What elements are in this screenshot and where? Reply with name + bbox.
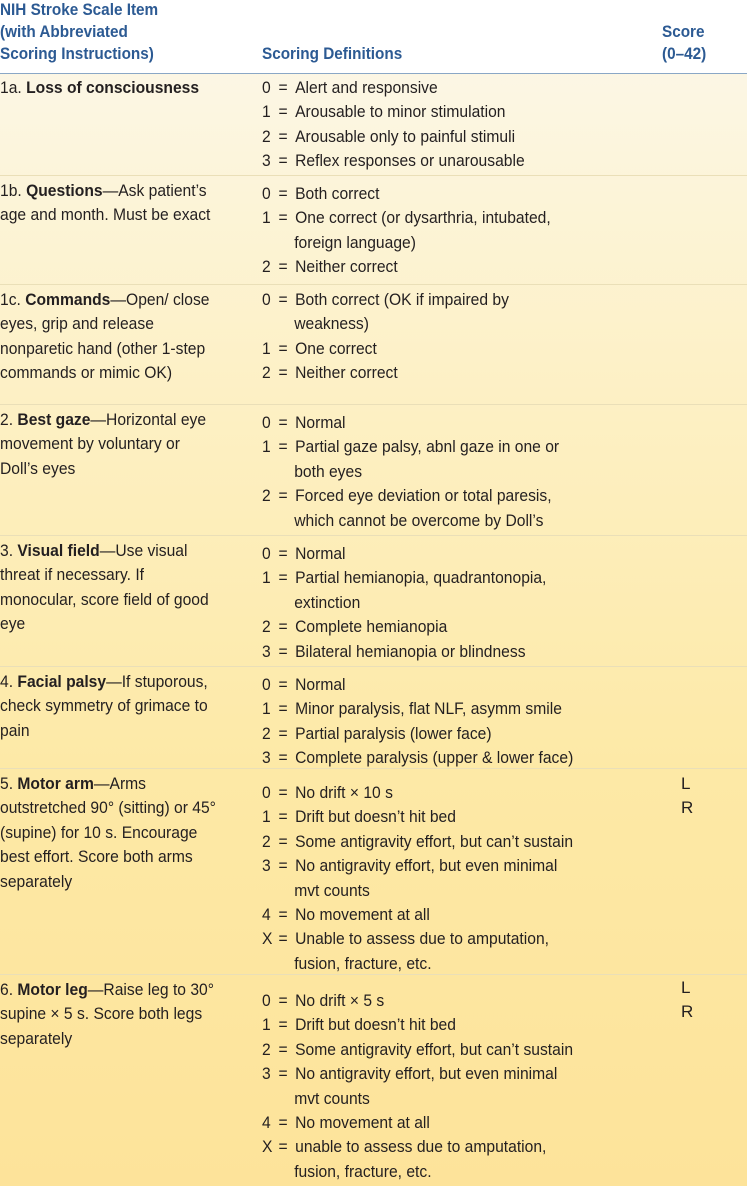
definition-text: Unable to assess due to amputation, <box>295 929 549 949</box>
scoring-definitions <box>262 989 648 1184</box>
definition-code: 3 <box>262 151 271 171</box>
definition-continuation: foreign language) <box>294 232 416 252</box>
definition-text: Reflex responses or unarousable <box>295 151 525 171</box>
definition-line <box>262 1135 648 1159</box>
item-title: Questions <box>26 181 103 200</box>
definition-line <box>262 337 648 361</box>
equals-sign: = <box>278 208 288 228</box>
item-number: 2. <box>0 410 18 429</box>
item-instructions: —Arms outstretched 90° (sitting) or 45° (supine) for 10 s. Encourage best effort. Score both arms separately <box>0 774 216 891</box>
item-instructions: —Open/ close eyes, grip and release nonparetic hand (other 1-step commands or mimic OK) <box>0 290 210 383</box>
score-side-label: R <box>681 1002 694 1022</box>
definition-line <box>262 206 648 230</box>
definition-code: 1 <box>262 699 271 719</box>
definition-code: 1 <box>262 568 271 588</box>
equals-sign: = <box>278 1137 288 1157</box>
definition-text: Minor paralysis, flat NLF, asymm smile <box>295 699 562 719</box>
header-item-column <box>0 0 158 65</box>
equals-sign: = <box>278 641 288 661</box>
equals-sign: = <box>278 699 288 719</box>
definition-line <box>262 805 648 829</box>
definition-text: Arousable only to painful stimuli <box>295 126 516 146</box>
header-item-line: Scoring Instructions) <box>0 44 154 63</box>
item-instructions: —Use visual threat if necessary. If monocular, score field of good eye <box>0 541 209 634</box>
scoring-definitions <box>262 542 648 664</box>
definition-line <box>262 255 648 279</box>
table-header <box>0 0 747 74</box>
score-side-labels <box>681 772 693 821</box>
item-title: Motor arm <box>17 774 94 793</box>
definition-text: Normal <box>295 675 346 694</box>
definition-line <box>262 76 648 100</box>
definition-code: 3 <box>262 1064 271 1084</box>
stroke-scale-item <box>0 288 221 386</box>
score-side-labels <box>681 976 693 1025</box>
definition-text: Normal <box>295 413 346 432</box>
definition-continuation: mvt counts <box>294 1088 370 1108</box>
header-score-line: (0–42) <box>662 44 707 63</box>
equals-sign: = <box>278 783 288 802</box>
definition-code: 0 <box>262 544 271 563</box>
definition-text: Alert and responsive <box>295 78 438 97</box>
header-item-line: (with Abbreviated <box>0 22 128 41</box>
equals-sign: = <box>278 905 288 925</box>
definition-text: No drift × 10 s <box>295 783 393 802</box>
definition-text: Neither correct <box>295 363 398 383</box>
definition-line <box>262 640 648 664</box>
definition-line <box>262 182 648 206</box>
definition-code: 2 <box>262 257 271 277</box>
definition-continuation: mvt counts <box>294 880 370 900</box>
row-divider <box>0 175 747 176</box>
scoring-definitions <box>262 182 648 280</box>
equals-sign: = <box>278 290 288 309</box>
header-score-line: Score <box>662 22 705 41</box>
equals-sign: = <box>278 1113 288 1133</box>
stroke-scale-item <box>0 408 221 481</box>
score-side-label: R <box>681 798 694 818</box>
definition-code: 3 <box>262 641 271 661</box>
definition-code: X <box>262 1137 273 1157</box>
stroke-scale-item <box>0 179 221 228</box>
equals-sign: = <box>278 1015 288 1035</box>
definition-code: 0 <box>262 675 271 694</box>
definition-code: 2 <box>262 723 271 743</box>
equals-sign: = <box>278 856 288 876</box>
definition-text: Forced eye deviation or total paresis, <box>295 486 552 506</box>
definition-text: Both correct <box>295 184 380 203</box>
definition-code: 1 <box>262 437 271 457</box>
scoring-definitions <box>262 411 648 533</box>
equals-sign: = <box>278 151 288 171</box>
definition-text: Partial gaze palsy, abnl gaze in one or <box>295 437 560 457</box>
equals-sign: = <box>278 568 288 588</box>
definition-code: 2 <box>262 1039 271 1059</box>
definition-text: Drift but doesn’t hit bed <box>295 807 456 827</box>
equals-sign: = <box>278 437 288 457</box>
definition-code: 2 <box>262 486 271 506</box>
definition-line <box>262 1062 648 1086</box>
equals-sign: = <box>278 544 288 563</box>
definition-line <box>262 288 648 312</box>
equals-sign: = <box>278 831 288 851</box>
header-score-column <box>662 21 706 65</box>
definition-line <box>262 484 648 508</box>
item-instructions: —Ask patient’s age and month. Must be exact <box>0 181 211 225</box>
definition-continuation: both eyes <box>294 461 363 481</box>
header-definitions-column: Scoring Definitions <box>262 44 403 63</box>
definition-line <box>262 697 648 721</box>
definition-code: 1 <box>262 208 271 228</box>
item-instructions: —Horizontal eye movement by voluntary or Doll’s eyes <box>0 410 207 478</box>
definition-line <box>262 100 648 124</box>
stroke-scale-item <box>0 76 221 100</box>
item-number: 1a. <box>0 78 27 97</box>
definition-code: 0 <box>262 991 271 1010</box>
definition-text: Complete hemianopia <box>295 617 448 637</box>
row-divider <box>0 535 747 536</box>
definition-text: No movement at all <box>295 905 430 925</box>
definition-code: 0 <box>262 290 271 309</box>
definition-text: Some antigravity effort, but can’t sustain <box>295 831 574 851</box>
definition-text: No antigravity effort, but even minimal <box>295 1064 558 1084</box>
definition-line <box>262 542 648 566</box>
definition-line <box>262 854 648 878</box>
header-item-line: NIH Stroke Scale Item <box>0 0 159 19</box>
definition-code: X <box>262 929 273 949</box>
definition-line <box>262 722 648 746</box>
definition-line <box>262 361 648 385</box>
equals-sign: = <box>278 78 288 97</box>
definition-text: One correct (or dysarthria, intubated, <box>295 208 551 228</box>
scoring-definitions <box>262 781 648 976</box>
definition-code: 3 <box>262 748 271 768</box>
definition-text: Normal <box>295 544 346 563</box>
item-number: 6. <box>0 980 18 999</box>
definition-code: 0 <box>262 413 271 432</box>
row-divider <box>0 404 747 405</box>
equals-sign: = <box>278 126 288 146</box>
equals-sign: = <box>278 102 288 122</box>
definition-text: Partial paralysis (lower face) <box>295 723 492 743</box>
item-title: Facial palsy <box>17 672 107 691</box>
definition-line <box>262 781 648 805</box>
equals-sign: = <box>278 1039 288 1059</box>
definition-code: 0 <box>262 78 271 97</box>
definition-continuation: weakness) <box>294 314 369 334</box>
definition-line <box>262 903 648 927</box>
equals-sign: = <box>278 807 288 827</box>
equals-sign: = <box>278 991 288 1010</box>
equals-sign: = <box>278 486 288 506</box>
stroke-scale-item <box>0 539 221 637</box>
definition-code: 2 <box>262 617 271 637</box>
scoring-definitions <box>262 673 648 771</box>
definition-text: Partial hemianopia, quadrantonopia, <box>295 568 547 588</box>
definition-code: 1 <box>262 102 271 122</box>
definition-code: 4 <box>262 1113 271 1133</box>
definition-code: 4 <box>262 905 271 925</box>
definition-text: Arousable to minor stimulation <box>295 102 506 122</box>
item-number: 3. <box>0 541 18 560</box>
definition-line <box>262 411 648 435</box>
definition-line <box>262 1111 648 1135</box>
score-side-label: L <box>681 978 691 997</box>
definition-text: No antigravity effort, but even minimal <box>295 856 558 876</box>
definition-code: 2 <box>262 831 271 851</box>
definition-continuation: fusion, fracture, etc. <box>294 1161 432 1181</box>
item-title: Motor leg <box>17 980 88 999</box>
equals-sign: = <box>278 723 288 743</box>
definition-line <box>262 673 648 697</box>
definition-code: 1 <box>262 807 271 827</box>
definition-line <box>262 989 648 1013</box>
stroke-scale-item <box>0 772 221 894</box>
definition-text: unable to assess due to amputation, <box>295 1137 547 1157</box>
definition-code: 2 <box>262 363 271 383</box>
definition-code: 0 <box>262 783 271 802</box>
definition-text: No movement at all <box>295 1113 430 1133</box>
row-divider <box>0 666 747 667</box>
stroke-scale-item <box>0 978 221 1051</box>
row-divider <box>0 284 747 285</box>
equals-sign: = <box>278 338 288 358</box>
equals-sign: = <box>278 413 288 432</box>
definition-text: Some antigravity effort, but can’t sustain <box>295 1039 574 1059</box>
scoring-definitions <box>262 288 648 386</box>
equals-sign: = <box>278 363 288 383</box>
definition-line <box>262 125 648 149</box>
definition-text: Both correct (OK if impaired by <box>295 290 509 309</box>
definition-line <box>262 830 648 854</box>
definition-line <box>262 566 648 590</box>
definition-line <box>262 615 648 639</box>
definition-line <box>262 927 648 951</box>
item-title: Visual field <box>17 541 100 560</box>
equals-sign: = <box>278 929 288 949</box>
definition-line <box>262 1038 648 1062</box>
definition-code: 0 <box>262 184 271 203</box>
row-divider <box>0 768 747 769</box>
equals-sign: = <box>278 257 288 277</box>
item-title: Commands <box>25 290 111 309</box>
definition-text: Drift but doesn’t hit bed <box>295 1015 456 1035</box>
definition-continuation: fusion, fracture, etc. <box>294 953 432 973</box>
definition-line <box>262 746 648 770</box>
item-title: Best gaze <box>17 410 91 429</box>
item-instructions: —If stuporous, check symmetry of grimace to pain <box>0 672 208 740</box>
definition-code: 1 <box>262 338 271 358</box>
equals-sign: = <box>278 675 288 694</box>
definition-code: 2 <box>262 126 271 146</box>
row-divider <box>0 974 747 975</box>
equals-sign: = <box>278 748 288 768</box>
definition-text: Neither correct <box>295 257 398 277</box>
definition-text: Complete paralysis (upper & lower face) <box>295 748 574 768</box>
item-number: 4. <box>0 672 18 691</box>
definition-code: 3 <box>262 856 271 876</box>
definition-code: 1 <box>262 1015 271 1035</box>
item-title: Loss of consciousness <box>26 78 200 97</box>
stroke-scale-item <box>0 670 221 743</box>
definition-line <box>262 1013 648 1037</box>
definition-text: Bilateral hemianopia or blindness <box>295 641 526 661</box>
item-number: 1b. <box>0 181 27 200</box>
definition-text: One correct <box>295 338 377 358</box>
equals-sign: = <box>278 184 288 203</box>
definition-line <box>262 435 648 459</box>
item-number: 5. <box>0 774 18 793</box>
equals-sign: = <box>278 1064 288 1084</box>
item-instructions: —Raise leg to 30° supine × 5 s. Score both legs separately <box>0 980 215 1048</box>
definition-line <box>262 149 648 173</box>
definition-continuation: which cannot be overcome by Doll’s <box>294 510 544 530</box>
definition-text: No drift × 5 s <box>295 991 385 1010</box>
scoring-definitions <box>262 76 648 174</box>
equals-sign: = <box>278 617 288 637</box>
definition-continuation: extinction <box>294 592 361 612</box>
score-side-label: L <box>681 774 691 793</box>
item-number: 1c. <box>0 290 26 309</box>
